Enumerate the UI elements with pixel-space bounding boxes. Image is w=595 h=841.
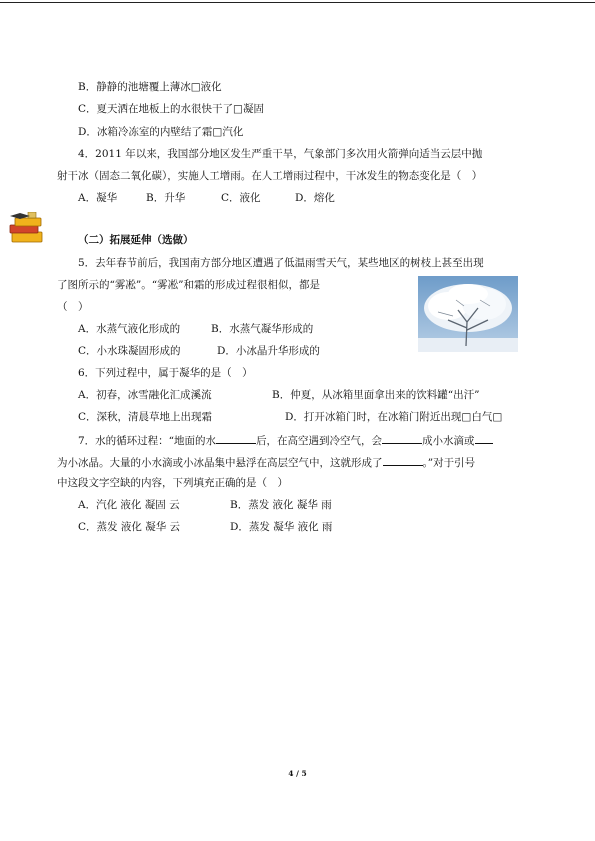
q3-option-c: C．夏天洒在地板上的水很快干了□凝固 [78, 103, 264, 115]
q7-option-d: D．蒸发 凝华 液化 雨 [230, 521, 333, 533]
q3-option-b: B．静静的池塘覆上薄冰□液化 [78, 81, 222, 93]
q7-stem-line2 [57, 454, 475, 470]
q7-option-b: B．蒸发 液化 凝华 雨 [230, 499, 332, 511]
top-rule [0, 2, 595, 3]
q7-option-c: C．蒸发 液化 凝华 云 [78, 521, 181, 533]
q7-text-1: 7．水的循环过程：“地面的水 [78, 435, 217, 447]
q7-text-4: 为小冰晶。大量的小水滴或小冰晶集中悬浮在高层空气中，这就形成了 [57, 457, 383, 469]
q7-text-2: 后，在高空遇到冷空气，会 [256, 435, 383, 447]
q5-stem-line1: 5．去年春节前后，我国南方部分地区遭遇了低温雨雪天气，某些地区的树枝上甚至出现 [78, 257, 484, 269]
q5-option-b: B．水蒸气凝华形成的 [211, 323, 314, 335]
q4-option-a: A．凝华 [78, 192, 118, 204]
q4-stem-line1: 4．2011 年以来，我国部分地区发生严重干旱，气象部门多次用火箭弹向适当云层中抛 [78, 148, 483, 160]
q5-option-c: C．小水珠凝固形成的 [78, 345, 181, 357]
q6-stem: 6．下列过程中，属于凝华的是（ ） [78, 367, 253, 379]
q5-option-a: A．水蒸气液化形成的 [78, 323, 181, 335]
q4-option-b: B．升华 [146, 192, 186, 204]
q7-blank-1 [216, 432, 256, 444]
q7-text-3: 成小水滴或 [422, 435, 475, 447]
q7-stem-line3: 中这段文字空缺的内容，下列填充正确的是（ ） [57, 477, 288, 489]
page-number: 4 / 5 [288, 769, 307, 778]
q6-option-b: B．仲夏，从冰箱里面拿出来的饮料罐“出汗” [272, 389, 480, 401]
q6-option-a: A．初春，冰雪融化汇成溪流 [78, 389, 212, 401]
q4-stem-line2: 射干冰（固态二氧化碳），实施人工增雨。在人工增雨过程中，干冰发生的物态变化是（ ） [57, 170, 483, 182]
q5-stem-line2: 了图所示的“雾凇”。“雾凇”和霜的形成过程很相似，都是 [57, 279, 320, 291]
books-icon [8, 212, 48, 246]
q7-stem-line1 [78, 432, 493, 448]
q4-option-d: D．熔化 [295, 192, 335, 204]
q5-option-d: D．小冰晶升华形成的 [217, 345, 320, 357]
q4-option-c: C．液化 [221, 192, 261, 204]
frosted-tree-photo [418, 276, 518, 352]
q5-stem-line3: （ ） [57, 301, 89, 313]
q6-option-d: D．打开冰箱门时，在冰箱门附近出现□白气□ [285, 411, 503, 423]
q7-blank-2 [382, 432, 422, 444]
q6-option-c: C．深秋，清晨草地上出现霜 [78, 411, 213, 423]
section-heading: （二）拓展延伸（选做） [78, 234, 194, 246]
q7-blank-3 [475, 432, 493, 444]
q7-option-a: A．汽化 液化 凝固 云 [78, 499, 180, 511]
q7-blank-4 [383, 454, 423, 466]
q3-option-d: D．冰箱冷冻室的内壁结了霜□汽化 [78, 126, 244, 138]
q7-text-5: 。”对于引号 [422, 457, 476, 469]
